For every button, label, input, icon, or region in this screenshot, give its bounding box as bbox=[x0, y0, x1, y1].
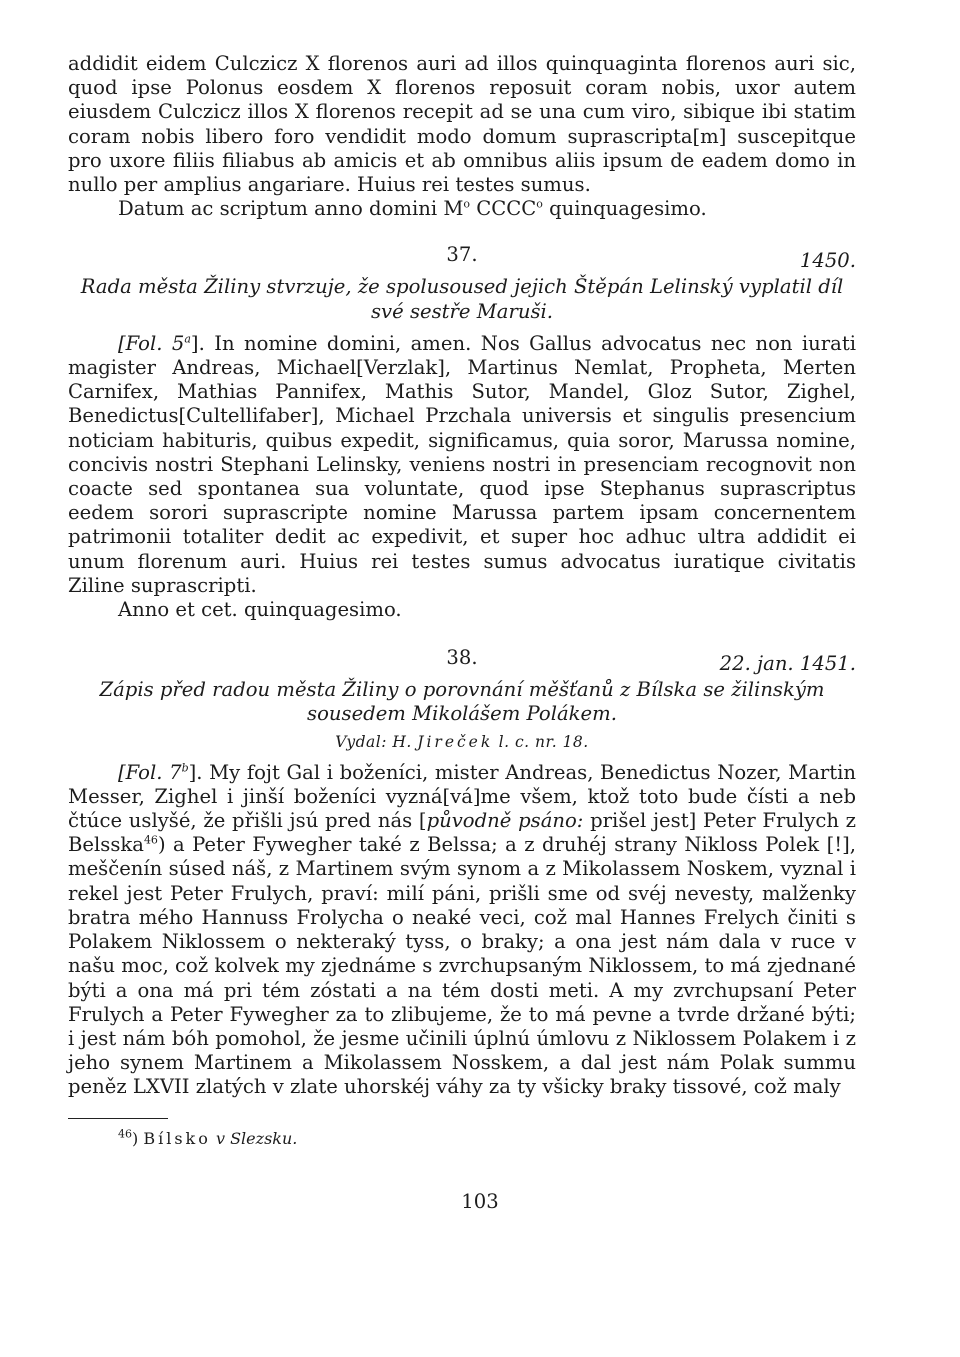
document-38-regest: Zápis před radou města Žiliny o porovnání měšťanů z Bílska se žilinským sousedem Mikolášem Polákem. bbox=[99, 678, 825, 726]
document-38-body: [Fol. 7$^b$]. My fojt Gal i boženíci, mister Andreas, Benedictus Nozer, Martin Messer, Zighel i jinší boženíci vyzná[vá]me všem, ktož toto bude čísti a neb čtúce uslyšé, že přišli jsú pred nás [původně psáno: prišel jest] Peter Frulych z Belsska$^{46}$) a Peter Fywegher také z Belssa; a z druhéj strany Nikloss Polek [!], meščenín súsed náš, z Martinem svým synom a z Mikolassem Noskem, vyznal i rekel jest Peter Frulych, praví: milí páni, prišli sme od svéj nevesty, malženky bratra mého Hannuss Frolycha o neaké veci, což mal Hannes Frelych činiti s Polakem Niklossem o nekteraký tyss, o braky; a ona jest nám dala v ruce v našu moc, což kolvek my zjednáme s zvrchupsaným Niklossem, to má zjednané býti a ona má pri tém zóstati a na tém dosti meti. A my zvrchupsaní Peter Frulych a Peter Fywegher za to zlibujeme, že to má pevne a tvrde držané býti; i jest nám bóh pomohol, že jesme učinili úplnú úmlovu z Niklossem Polakem i z jeho synem Martinem a Mikolassem Nosskem, a dal jest nám Polak summu peněz LXVII zlatých v zlate uhorskéj váhy za ty všicky braky tissové, což maly bbox=[68, 760, 857, 1099]
datum-line: Datum ac scriptum anno domini $M^o$ CCCC$^o$ quinquagesimo. bbox=[118, 197, 707, 221]
document-38-number: 38. bbox=[446, 646, 478, 670]
page-number: 103 bbox=[461, 1190, 499, 1213]
document-38-date: 22. jan. 1451. bbox=[719, 652, 856, 676]
document-38-header bbox=[68, 646, 856, 674]
document-37-body: [Fol. 5$^a$]. In nomine domini, amen. Nos Gallus advocatus nec non iurati magister Andreas, Michael[Verzlak], Martinus Nemlat, Propheta, Merten Carnifex, Mathias Pannifex, Mathis Sutor, Mandel, Gloz Sutor, Zighel, Benedictus[Cultellifaber], Michael Przchala universis et singulis presencium noticiam habituris, quibus expedit, significamus, quia soror, Marussa nomine, concivis nostri Stephani Lelinsky, veniens nostri in presenciam recognovit non coacte sed spontanea sua voluntate, quod ipse Stephanus suprascriptus eedem sorori suprascripte nomine Marussa partem ipsam concernentem patrimonii totaliter dedit ac expedivit, et super hoc adhuc ultra addidit ei unum florenum auri. Huius rei testes sumus advocatus iuratique civitatis Ziline suprascripti. bbox=[68, 331, 856, 597]
document-37-regest: Rada města Žiliny stvrzuje, že spolusoused jejich Štěpán Lelinský vyplatil díl své sestře Maruši. bbox=[80, 275, 844, 323]
document-38-edition-note: Vydal: H. Jireček l. c. nr. 18. bbox=[335, 732, 589, 751]
page-content bbox=[68, 52, 856, 1149]
continuation-paragraph: addidit eidem Culczicz X florenos auri ad illos quinquaginta florenos auri sic, quod ipse Polonus eosdem X florenos reposuit coram nobis, uxor autem eiusdem Culczicz illos X florenos recepit ad se una cum viro, sibique ibi statim coram nobis libero foro vendidit modo domum suprascripta[m] suscepitque pro uxore filiis filiabus ab amicis et ab omnibus aliis ipsum de eadem domo in nullo per amplius angariare. Huius rei testes sumus. bbox=[68, 52, 856, 197]
footnote-reference: 46 bbox=[143, 833, 158, 847]
document-37-header bbox=[68, 243, 856, 271]
footnote: $^{46}$) Bílsko v Slezsku. bbox=[118, 1127, 298, 1148]
document-37-closing: Anno et cet. quinquagesimo. bbox=[118, 598, 402, 622]
document-37-number: 37. bbox=[446, 243, 478, 267]
footnote-divider bbox=[68, 1118, 168, 1119]
document-37-date: 1450. bbox=[799, 249, 856, 273]
